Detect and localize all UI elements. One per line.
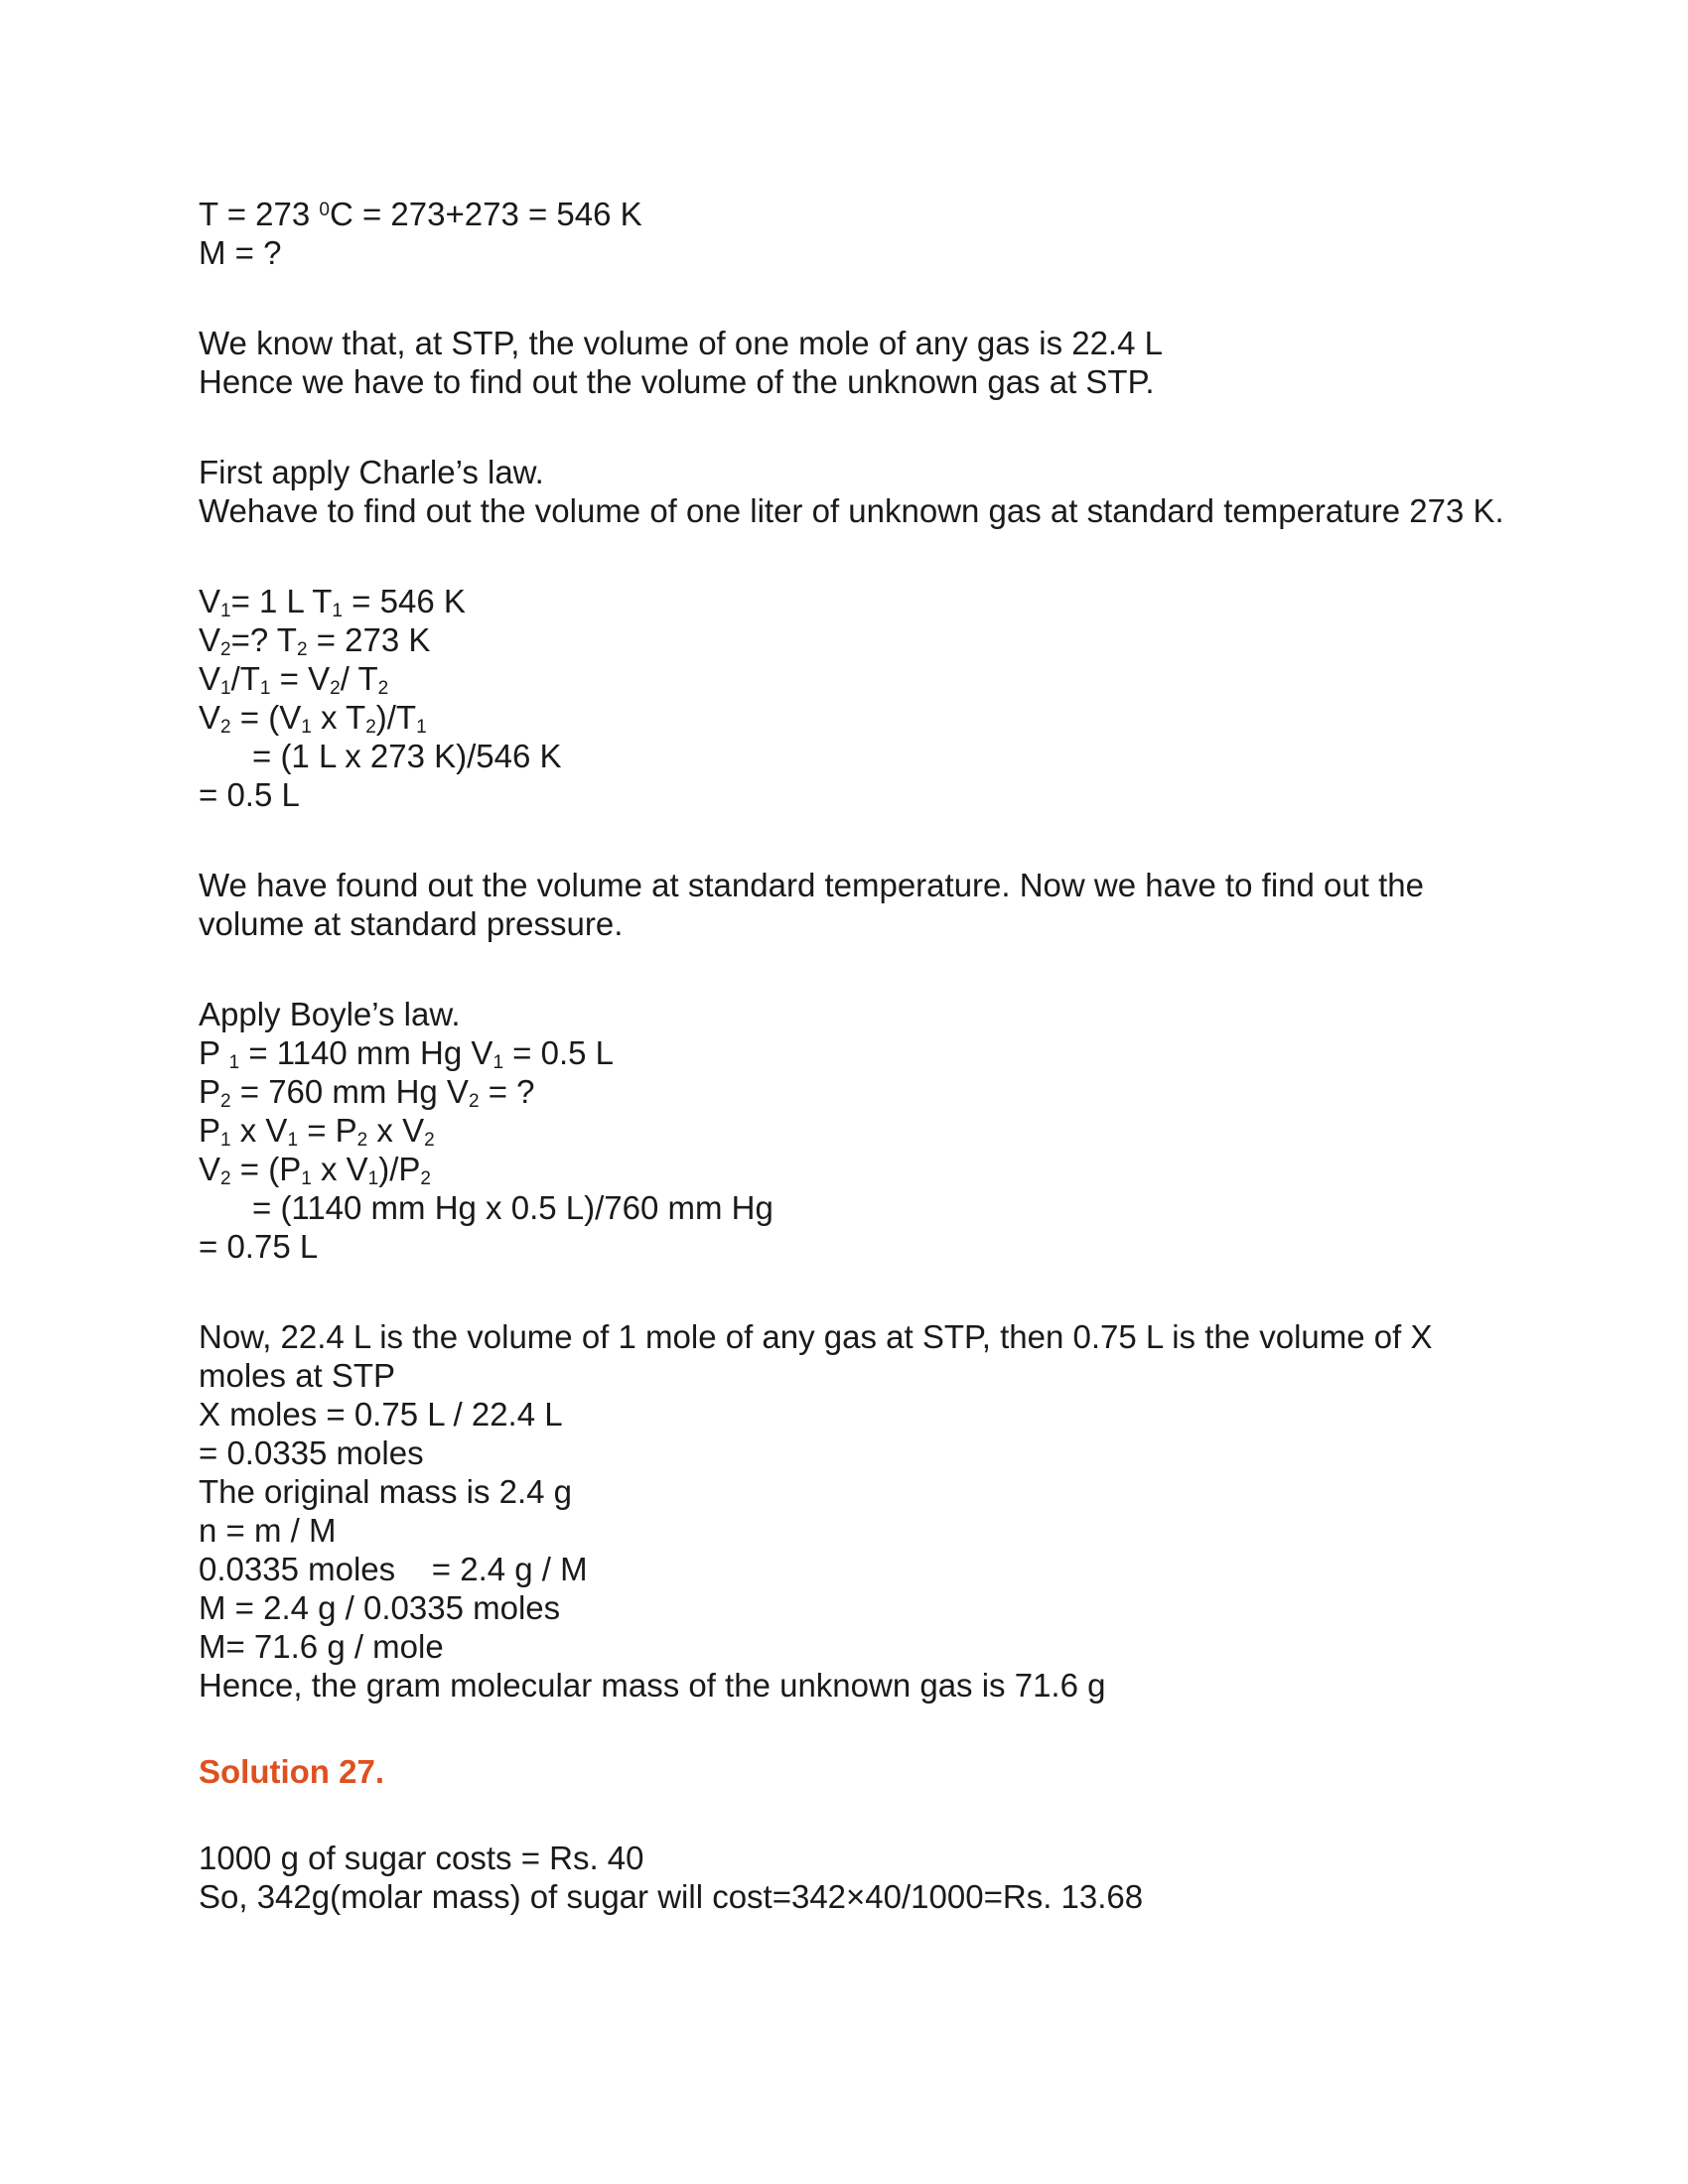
charles-law-goal: Wehave to find out the volume of one liter of unknown gas at standard temperature 273 K. bbox=[199, 492, 1504, 529]
molar-mass-calc: M = 2.4 g / 0.0335 moles bbox=[199, 1589, 561, 1626]
boyles-law-intro: Apply Boyle’s law. bbox=[199, 996, 461, 1032]
boyles-given-2: $P_2 = 760$ mm Hg $V_2$ = ? bbox=[199, 1073, 535, 1112]
molar-mass-result: M= 71.6 g / mole bbox=[199, 1628, 444, 1665]
stp-volume-statement: We know that, at STP, the volume of one mole of any gas is 22.4 L bbox=[199, 325, 1164, 361]
boyles-formula: $P_1$ x $V_1 = P_2$ x $V_2$ bbox=[199, 1112, 435, 1151]
moles-statement: Now, 22.4 L is the volume of 1 mole of any gas at STP, then 0.75 L is the volume of X moles at STP bbox=[199, 1318, 1433, 1394]
sugar-cost-line: 1000 g of sugar costs = Rs. 40 bbox=[199, 1840, 644, 1876]
n-equation: n = m / M bbox=[199, 1512, 337, 1549]
boyles-result: = 0.75 L bbox=[199, 1228, 319, 1265]
moles-formula: X moles = 0.75 L / 22.4 L bbox=[199, 1396, 563, 1433]
stp-goal-statement: Hence we have to find out the volume of the unknown gas at STP. bbox=[199, 363, 1155, 400]
moles-substitution: 0.0335 moles = 2.4 g / M bbox=[199, 1551, 588, 1587]
page-content bbox=[199, 195, 1509, 1916]
original-mass-line: The original mass is 2.4 g bbox=[199, 1473, 573, 1510]
molar-mass-unknown-line: M = ? bbox=[199, 234, 282, 271]
charles-result: = 0.5 L bbox=[199, 776, 300, 813]
pressure-goal-statement: We have found out the volume at standard temperature. Now we have to find out the volume at standard pressure. bbox=[199, 867, 1424, 942]
charles-given-1: $V_1= 1$ L $T_1 = 546$ K bbox=[199, 583, 466, 621]
charles-law-intro: First apply Charle’s law. bbox=[199, 454, 544, 490]
charles-formula: $V_1/T_1 = V_2/$ $T_2$ bbox=[199, 660, 389, 699]
temperature-line: T = 273 $^0$C = 273+273 = 546 K bbox=[199, 196, 642, 232]
solution-heading: Solution 27. bbox=[199, 1753, 385, 1790]
charles-rearranged: $V_2 = (V_1$ x $T_2)/T_1$ bbox=[199, 699, 427, 738]
boyles-rearranged: $V_2 = (P_1$ x $V_1)/P_2$ bbox=[199, 1151, 431, 1189]
conclusion-line: Hence, the gram molecular mass of the unknown gas is 71.6 g bbox=[199, 1667, 1106, 1704]
moles-result: = 0.0335 moles bbox=[199, 1434, 424, 1471]
charles-substitution: = (1 L x 273 K)/546 K bbox=[252, 738, 562, 774]
sugar-molar-cost-line: So, 342g(molar mass) of sugar will cost=342×40/1000=Rs. 13.68 bbox=[199, 1878, 1144, 1915]
charles-given-2: $V_2=$? $T_2 = 273$ K bbox=[199, 621, 431, 660]
boyles-substitution: = (1140 mm Hg x 0.5 L)/760 mm Hg bbox=[252, 1189, 774, 1226]
boyles-given-1: P $_1$ = 1140 mm Hg $V_1 = 0.5$ L bbox=[199, 1034, 615, 1073]
